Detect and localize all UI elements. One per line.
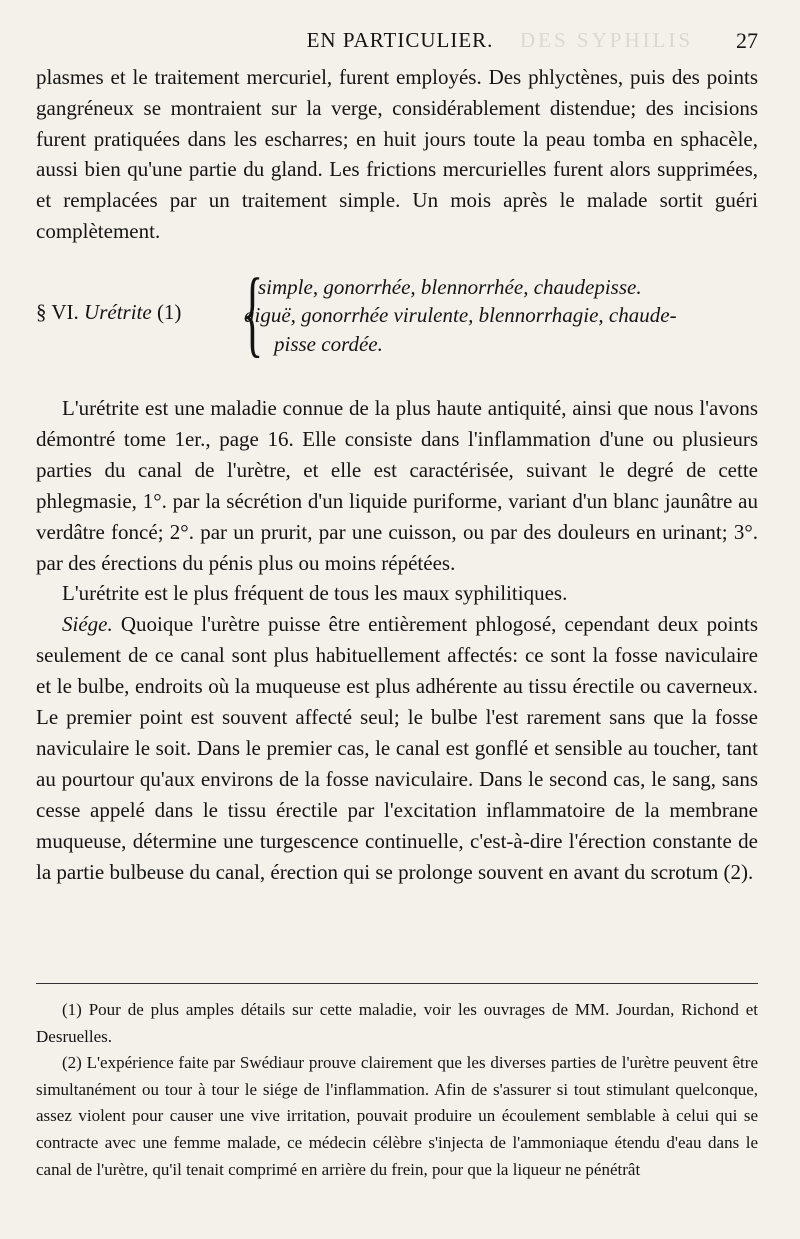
section-heading (36, 259, 758, 368)
synonyms-line: aiguë, gonorrhée virulente, blennorrhagie, chaude- (244, 303, 677, 327)
paragraph-text: Quoique l'urètre puisse être entièrement phlogosé, cependant deux points seulement de ce canal sont plus habituellement affectés: ce sont la fosse naviculaire et le bulbe, endroits où la muqueuse est plus adhérente au tissu érectile ou caverneux. Le premier point est souvent affecté seul; le bulbe l'est rarement sans que la fosse naviculaire le soit. Dans le premier cas, le canal est gonflé et sensible au toucher, tant au pourtour qu'aux environs de la fosse naviculaire. Dans le second cas, le sang, sans cesse appelé dans le tissu érectile par l'excitation inflammatoire de la membrane muqueuse, détermine une turgescence continuelle, c'est-à-dire l'érection constante de la partie bulbeuse du canal, érection qui se prolonge souvent en avant du scrotum (2). (36, 612, 758, 884)
paragraph: L'urétrite est une maladie connue de la plus haute antiquité, ainsi que nous l'avons démontré tome 1er., page 16. Elle consiste dans l'inflammation d'une ou plusieurs parties du canal de l'urètre, et elle est caractérisée, suivant le degré de cette phlegmasie, 1°. par la sécrétion d'un liquide puriforme, variant d'un blanc jaunâtre au verdâtre foncé; 2°. par un prurit, par une cuisson, ou par des douleurs en urinant; 3°. par des érections du pénis plus ou moins répétées. (36, 396, 758, 575)
paragraph: L'urétrite est le plus fréquent de tous les maux syphilitiques. (62, 581, 568, 606)
paragraph: plasmes et le traitement mercuriel, furent employés. Des phlyctènes, puis des points gangréneux se montraient sur la verge, considérablement distendue; des incisions furent pratiquées dans les escharres; en huit jours toute la peau tomba en sphacèle, aussi bien qu'une partie du gland. Les frictions mercurielles furent alors supprimées, et remplacées par un traitement simple. Un mois après le malade sortit guéri complètement. (36, 65, 758, 243)
paragraph (36, 609, 758, 887)
brace: { (242, 259, 264, 367)
body-text-top (36, 62, 758, 247)
footnotes (36, 997, 758, 1183)
footnote: (1) Pour de plus amples détails sur cette maladie, voir les ouvrages de MM. Jourdan, Richond et Desruelles. (36, 1000, 758, 1046)
section-term: Urétrite (84, 300, 152, 324)
footnote-rule (36, 983, 758, 984)
body-text-main (36, 393, 758, 888)
synonyms-line: pisse cordée. (274, 332, 383, 356)
footnote-ref: (1) (156, 300, 182, 324)
section-number: § VI. (36, 300, 79, 324)
bleed-through-text: DES SYPHILIS (520, 28, 694, 52)
page-number: 27 (736, 28, 758, 53)
section-label (36, 300, 181, 325)
paragraph-label: Siége. (62, 612, 113, 637)
synonyms-line: simple, gonorrhée, blennorrhée, chaudepisse. (258, 275, 642, 299)
page-header (30, 28, 770, 58)
running-title: EN PARTICULIER. (306, 28, 494, 52)
footnote: (2) L'expérience faite par Swédiaur prouve clairement que les diverses parties de l'urètre peuvent être simultanément ou tour à tour le siége de l'inflammation. Afin de s'assurer si tout stimulant quelconque, assez violent pour causer une vive irritation, pouvait produire un écoulement semblable à celui qui se contracte avec une femme malade, ce médecin célèbre s'injecta de l'ammoniaque étendu d'eau dans le canal de l'urètre, qu'il tenait comprimé en arrière du frein, pour que la liqueur ne pénétrât (36, 1053, 758, 1179)
